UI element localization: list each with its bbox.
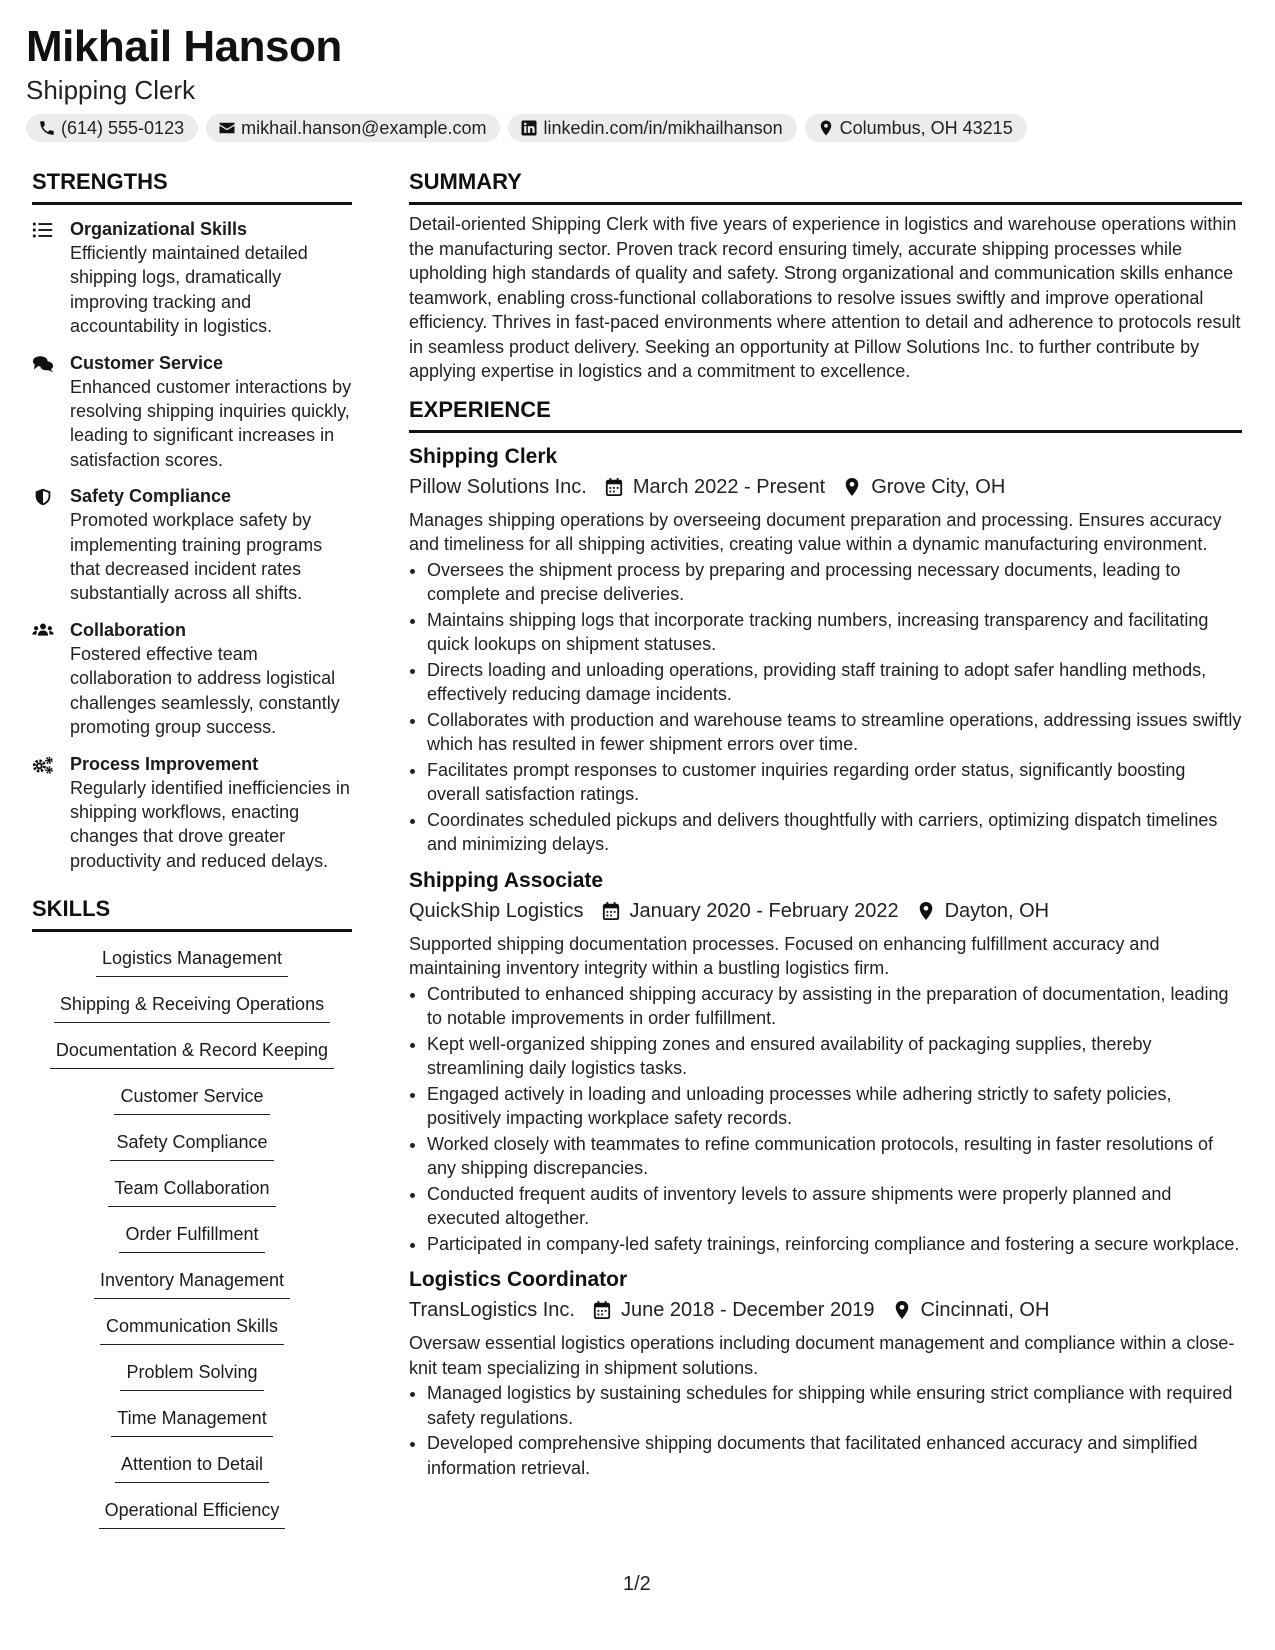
job-title: Logistics Coordinator [409, 1268, 628, 1291]
job-bullet: • Managed logistics by sustaining schedules for shipping while ensuring strict compliance with required safety regulations. [427, 1381, 1242, 1430]
contact-location[interactable] [805, 114, 1027, 142]
skill-tag: Safety Compliance [110, 1126, 273, 1161]
skill-tag: Time Management [111, 1402, 272, 1437]
strength-title: Customer Service [70, 352, 224, 373]
experience-heading: EXPERIENCE [409, 396, 551, 422]
calendar-icon [605, 477, 623, 497]
right-column [409, 168, 1242, 1481]
job-bullet: • Participated in company-led safety trainings, reinforcing compliance and fostering a secure workplace. [427, 1232, 1242, 1257]
section-divider [409, 430, 1242, 433]
envelope-icon [218, 119, 236, 137]
contact-location-text: Columbus, OH 43215 [839, 117, 1013, 138]
page-number: 1/2 [623, 1573, 651, 1595]
job-bullet: • Contributed to enhanced shipping accuracy by assisting in the preparation of documentation, leading to notable improvements in order fulfillment. [427, 982, 1242, 1031]
job-meta [409, 1295, 1242, 1325]
job-bullet: • Facilitates prompt responses to customer inquiries regarding order status, significantly boosting overall satisfaction ratings. [427, 758, 1242, 807]
job-location: Dayton, OH [944, 899, 1050, 922]
strengths-section [32, 168, 352, 873]
section-divider [409, 202, 1242, 205]
job-company: Pillow Solutions Inc. [409, 475, 587, 498]
job-dates: March 2022 - Present [632, 475, 826, 498]
resume-header [26, 22, 1249, 142]
section-divider [32, 202, 352, 205]
skill-tag: Communication Skills [100, 1310, 284, 1345]
strength-title: Organizational Skills [70, 219, 248, 239]
job-bullet: • Coordinates scheduled pickups and delivers thoughtfully with carriers, optimizing dispatch timelines and minimizing delays. [427, 808, 1242, 857]
skill-tag: Order Fulfillment [119, 1218, 264, 1253]
job-title: Shipping Associate [409, 868, 604, 892]
contact-phone[interactable] [26, 114, 198, 142]
strength-description: Fostered effective team collaboration to address logistical challenges seamlessly, constantly promoting group success. [70, 643, 340, 738]
skill-tag: Problem Solving [120, 1356, 263, 1391]
summary-section [409, 168, 1242, 384]
strength-description: Efficiently maintained detailed shipping logs, dramatically improving tracking and accountability in logistics. [70, 243, 308, 337]
strength-title: Collaboration [70, 619, 186, 640]
map-pin-icon [817, 119, 835, 137]
linkedin-icon [520, 119, 538, 137]
job-bullets [409, 1381, 1242, 1480]
skill-tag: Documentation & Record Keeping [50, 1034, 334, 1069]
list-icon [32, 220, 54, 240]
job-location: Cincinnati, OH [920, 1299, 1050, 1321]
users-icon [32, 621, 54, 641]
job-bullet: • Worked closely with teammates to refine communication protocols, resulting in faster resolutions of any shipping discrepancies. [427, 1132, 1242, 1181]
phone-icon [38, 119, 56, 137]
map-pin-icon [893, 1300, 911, 1320]
contact-email-text: mikhail.hanson@example.com [241, 117, 487, 138]
contact-bar [26, 114, 1249, 142]
job-bullet: • Developed comprehensive shipping documents that facilitated enhanced accuracy and simplified information retrieval. [427, 1431, 1242, 1480]
job-bullet: • Maintains shipping logs that incorporate tracking numbers, increasing transparency and facilitating quick lookups on shipment statuses. [427, 608, 1242, 657]
strength-description: Promoted workplace safety by implementing training programs that decreased incident rates substantially across all shifts. [70, 510, 323, 604]
job-location: Grove City, OH [871, 475, 1006, 498]
candidate-title: Shipping Clerk [26, 75, 196, 105]
job-bullets [409, 982, 1242, 1257]
job-entry [409, 443, 1242, 857]
job-entry [409, 1266, 1242, 1480]
skill-tag: Customer Service [114, 1080, 269, 1115]
job-company: QuickShip Logistics [409, 899, 584, 922]
skills-list [32, 942, 352, 1529]
summary-text: Detail-oriented Shipping Clerk with five years of experience in logistics and warehouse operations within the manufacturing sector. Proven track record ensuring timely, accurate shipping processes while upholding high standards of quality and safety. Strong organizational and communication skills enhance teamwork, enabling cross-functional collaborations to resolve issues swiftly and improve operational efficiency. Thrives in fast-paced environments where attention to detail and adherence to protocols result in seamless product delivery. Seeking an opportunity at Pillow Solutions Inc. to further contribute by applying expertise in logistics and a commitment to excellence. [409, 214, 1241, 381]
contact-email[interactable] [206, 114, 500, 142]
section-divider [32, 929, 352, 932]
strength-description: Regularly identified inefficiencies in shipping workflows, enacting changes that drove greater productivity and reduced delays. [70, 777, 350, 871]
job-bullets [409, 558, 1242, 857]
job-company: TransLogistics Inc. [409, 1299, 575, 1321]
job-dates: January 2020 - February 2022 [629, 899, 899, 922]
candidate-name: Mikhail Hanson [26, 22, 342, 71]
job-title: Shipping Clerk [409, 444, 558, 468]
calendar-icon [593, 1300, 611, 1320]
contact-phone-text: (614) 555-0123 [61, 117, 185, 138]
job-description: Supported shipping documentation processes. Focused on enhancing fulfillment accuracy and maintaining inventory integrity within a bustling logistics firm. [409, 933, 1160, 978]
job-bullet: • Oversees the shipment process by preparing and processing necessary documents, leading to complete and precise deliveries. [427, 558, 1242, 607]
skill-tag: Attention to Detail [115, 1448, 269, 1483]
strengths-heading: STRENGTHS [32, 169, 168, 194]
strength-item [32, 618, 352, 740]
skill-tag: Inventory Management [94, 1264, 290, 1299]
skills-section [32, 895, 352, 1529]
strength-item [32, 484, 352, 606]
left-column [32, 168, 352, 1540]
contact-linkedin-text: linkedin.com/in/mikhailhanson [543, 117, 783, 138]
job-bullet: • Kept well-organized shipping zones and ensured availability of packaging supplies, thereby streamlining daily logistics tasks. [427, 1032, 1242, 1081]
job-entry [409, 867, 1242, 1257]
job-bullet: • Conducted frequent audits of inventory levels to assure shipments were properly planned and executed altogether. [427, 1182, 1242, 1231]
calendar-icon [602, 901, 620, 921]
job-dates: June 2018 - December 2019 [621, 1299, 875, 1321]
map-pin-icon [917, 901, 935, 921]
strength-item [32, 217, 352, 339]
job-meta [409, 472, 1242, 502]
summary-heading: SUMMARY [409, 169, 522, 194]
strength-description: Enhanced customer interactions by resolving shipping inquiries quickly, leading to significant increases in satisfaction scores. [70, 376, 352, 470]
strength-item [32, 351, 352, 473]
strength-title: Process Improvement [70, 753, 259, 774]
experience-section [409, 396, 1242, 1481]
job-bullet: • Collaborates with production and warehouse teams to streamline operations, addressing issues swiftly which has resulted in fewer shipment errors over time. [427, 708, 1242, 757]
skill-tag: Logistics Management [96, 942, 288, 977]
skills-heading: SKILLS [32, 896, 111, 922]
job-meta [409, 896, 1242, 926]
map-pin-icon [843, 477, 861, 497]
gears-icon [32, 755, 54, 775]
shield-icon [32, 487, 54, 507]
contact-linkedin[interactable] [508, 114, 796, 142]
skill-tag: Team Collaboration [108, 1172, 275, 1207]
job-description: Manages shipping operations by overseeing document preparation and processing. Ensures accuracy and timeliness for all shipping activities, creating value within a dynamic manufacturing environment. [409, 509, 1222, 554]
strength-title: Safety Compliance [70, 486, 232, 507]
job-bullet: • Directs loading and unloading operations, providing staff training to adopt safer handling methods, effectively reducing damage incidents. [427, 658, 1242, 707]
skill-tag: Operational Efficiency [99, 1494, 286, 1529]
job-description: Oversaw essential logistics operations including document management and compliance within a close-knit team specializing in shipment solutions. [409, 1333, 1235, 1378]
strength-item [32, 752, 352, 874]
job-bullet: • Engaged actively in loading and unloading processes while adhering strictly to safety policies, positively impacting workplace safety records. [427, 1082, 1242, 1131]
comments-icon [32, 354, 54, 374]
skill-tag: Shipping & Receiving Operations [54, 988, 330, 1023]
